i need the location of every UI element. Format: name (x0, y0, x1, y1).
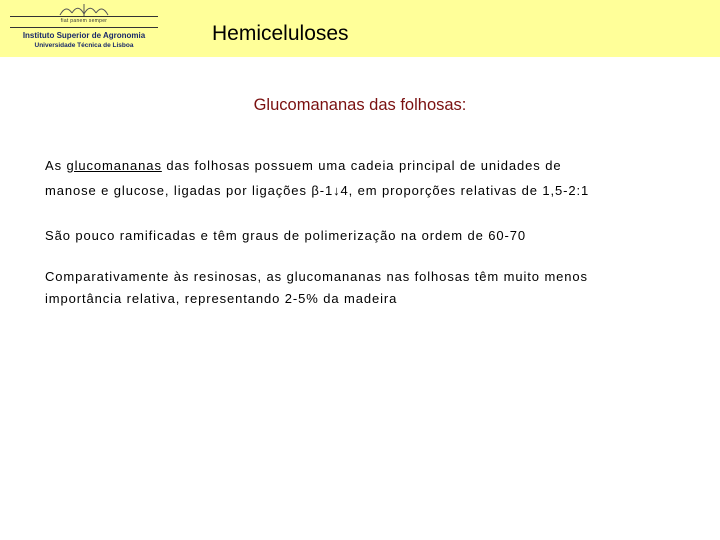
logo-emblem-icon (58, 2, 110, 18)
paragraph-3-line-2: importância relativa, representando 2-5% da madeira (45, 291, 398, 306)
logo-motto: fiat panem semper (60, 18, 108, 24)
text-span: 4, em proporções relativas de 1,5-2:1 (340, 183, 590, 198)
header-band (0, 0, 720, 57)
institution-logo (8, 2, 160, 54)
logo-institution-name: Instituto Superior de Agronomia (22, 31, 146, 40)
paragraph-2: São pouco ramificadas e têm graus de polimerização na ordem de 60-70 (45, 228, 527, 243)
section-subtitle: Glucomananas das folhosas: (253, 96, 467, 114)
text-span: manose e glucose, ligadas por ligações (45, 183, 312, 198)
text-span: As (45, 158, 67, 173)
down-arrow-icon: ↓ (333, 183, 341, 198)
underlined-term: glucomananas (66, 158, 162, 173)
page-title: Hemiceluloses (212, 22, 349, 45)
paragraph-1-line-1 (45, 158, 695, 173)
paragraph-3-line-1: Comparativamente às resinosas, as glucomananas nas folhosas têm muito menos (45, 269, 588, 284)
paragraph-1-line-2 (45, 183, 695, 198)
logo-university-name: Universidade Técnica de Lisboa (34, 42, 134, 49)
linkage-notation: β-1 (311, 183, 334, 198)
text-span: das folhosas possuem uma cadeia principal de unidades de (161, 158, 562, 173)
logo-divider (10, 27, 158, 28)
